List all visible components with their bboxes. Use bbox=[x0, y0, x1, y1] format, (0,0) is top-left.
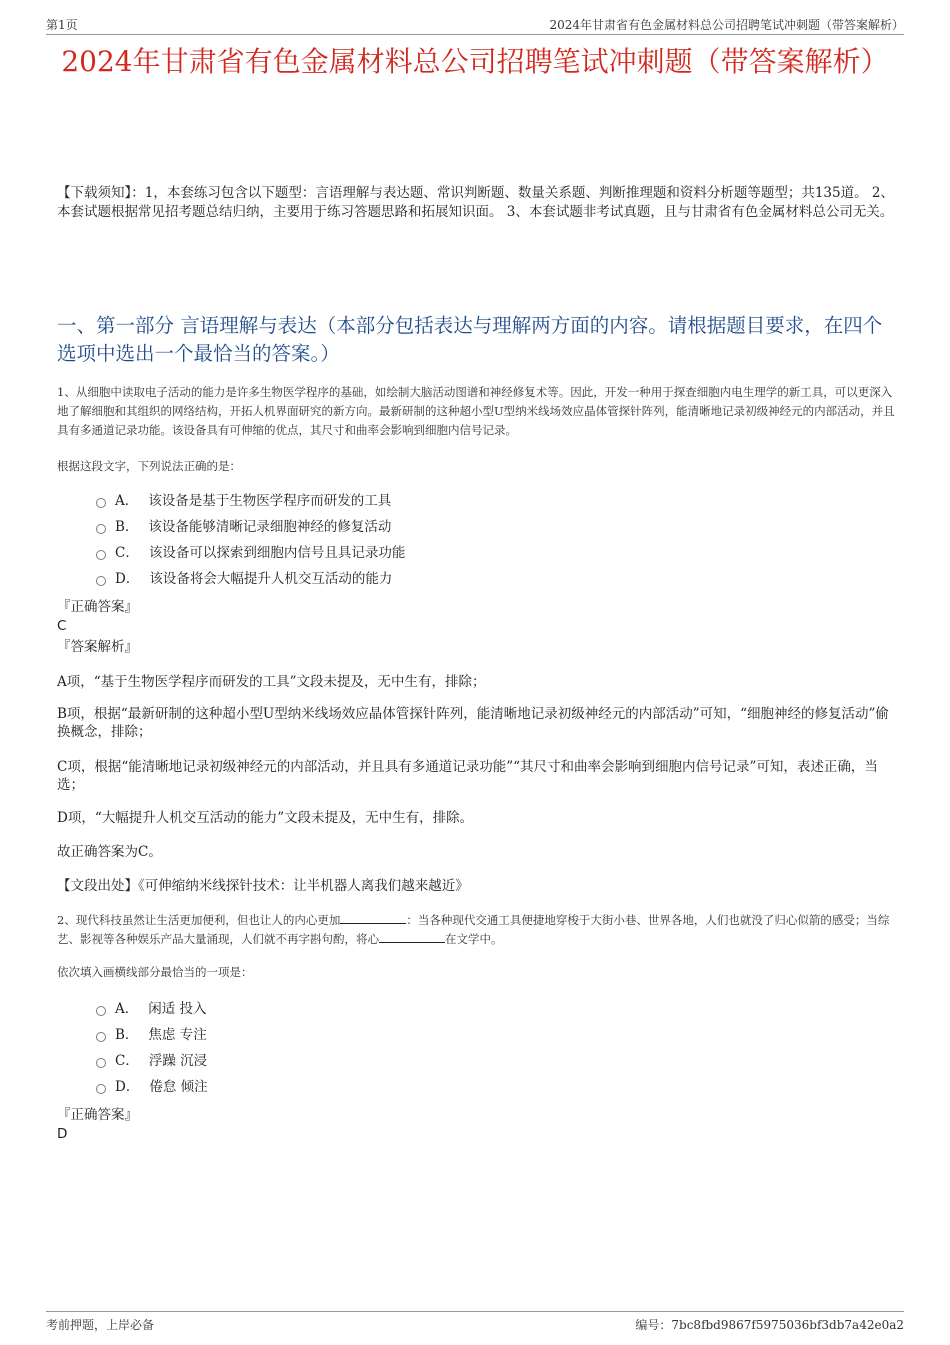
radio-icon[interactable] bbox=[96, 1032, 106, 1042]
radio-icon[interactable] bbox=[96, 1058, 106, 1068]
question-1-answer-label: 『正确答案』 bbox=[57, 599, 138, 615]
question-2-option-b[interactable] bbox=[96, 1022, 900, 1048]
header-doc-name: 2024年甘肃省有色金属材料总公司招聘笔试冲刺题（带答案解析） bbox=[549, 18, 904, 32]
radio-icon[interactable] bbox=[96, 524, 106, 534]
question-2-text bbox=[57, 911, 900, 949]
question-1-options bbox=[96, 488, 900, 592]
question-2-options bbox=[96, 996, 900, 1100]
question-2-answer-label: 『正确答案』 bbox=[57, 1107, 138, 1123]
option-key: C． bbox=[115, 1053, 139, 1069]
option-key: B． bbox=[115, 519, 139, 535]
question-2-text-part2: ：当各种现代交通工具便捷地穿梭于大街小巷、世界各地，人们也就没了归心似箭的感受；当综艺、影视等各种娱乐产品大量涌现，人们就不再字斟句酌，将心 bbox=[57, 913, 890, 946]
question-2-text-part3: 在文学中。 bbox=[445, 932, 503, 946]
option-key: A． bbox=[115, 1001, 139, 1017]
option-text: 该设备可以探索到细胞内信号且具记录功能 bbox=[148, 545, 406, 561]
analysis-line-c: C项，根据“能清晰地记录初级神经元的内部活动，并且具有多通道记录功能”“其尺寸和曲率会影响到细胞内信号记录”可知，表述正确，当选； bbox=[57, 759, 878, 793]
option-text: 该设备是基于生物医学程序而研发的工具 bbox=[148, 493, 392, 509]
option-key: A． bbox=[115, 493, 139, 509]
option-text: 浮躁 沉浸 bbox=[148, 1053, 208, 1069]
option-text: 闲适 投入 bbox=[148, 1001, 207, 1017]
question-2-option-d[interactable] bbox=[96, 1074, 900, 1100]
option-key: D． bbox=[115, 571, 140, 587]
question-1-answer: C bbox=[57, 618, 67, 634]
option-text: 焦虑 专注 bbox=[148, 1027, 207, 1043]
page-footer bbox=[46, 1311, 904, 1336]
question-1-analysis-label: 『答案解析』 bbox=[57, 639, 138, 655]
question-1-option-c[interactable] bbox=[96, 540, 900, 566]
footer-doc-id: 编号：7bc8fbd9867f5975036bf3db7a42e0a2 bbox=[635, 1318, 904, 1332]
option-key: D． bbox=[115, 1079, 140, 1095]
analysis-line-a: A项，“基于生物医学程序而研发的工具”文段未提及，无中生有，排除； bbox=[57, 674, 486, 690]
option-key: B． bbox=[115, 1027, 139, 1043]
fill-blank-2 bbox=[379, 930, 445, 943]
option-text: 该设备能够清晰记录细胞神经的修复活动 bbox=[148, 519, 392, 535]
question-2-answer: D bbox=[57, 1126, 68, 1142]
option-text: 倦怠 倾注 bbox=[149, 1079, 208, 1095]
download-notice: 【下载须知】：1，本套练习包含以下题型：言语理解与表达题、常识判断题、数量关系题、判断推理题和资料分析题等题型；共135道。 2、本套试题根据常见招考题总结归纳，主要用于练习答题思路和拓展知识面。 3、本套试题非考试真题，且与甘肃省有色金属材料总公司无关。 bbox=[57, 185, 894, 220]
section-heading: 一、第一部分 言语理解与表达（本部分包括表达与理解两方面的内容。请根据题目要求，在四个选项中选出一个最恰当的答案。） bbox=[57, 314, 883, 365]
document-title: 2024年甘肃省有色金属材料总公司招聘笔试冲刺题（带答案解析） bbox=[61, 45, 889, 78]
question-1-option-d[interactable] bbox=[96, 566, 900, 592]
footer-slogan: 考前押题，上岸必备 bbox=[46, 1318, 155, 1332]
question-1-prompt: 根据这段文字，下列说法正确的是： bbox=[57, 459, 241, 473]
question-1-option-b[interactable] bbox=[96, 514, 900, 540]
radio-icon[interactable] bbox=[96, 1006, 106, 1016]
page-number: 第1页 bbox=[46, 18, 78, 32]
question-2-text-part1: 2、现代科技虽然让生活更加便利，但也让人的内心更加 bbox=[57, 913, 341, 927]
option-key: C． bbox=[115, 545, 139, 561]
fill-blank-1 bbox=[340, 911, 406, 924]
analysis-line-b: B项，根据“最新研制的这种超小型U型纳米线场效应晶体管探针阵列，能清晰地记录初级神经元的内部活动”可知，“细胞神经的修复活动”偷换概念，排除； bbox=[57, 706, 889, 740]
question-2-option-a[interactable] bbox=[96, 996, 900, 1022]
question-2-prompt: 依次填入画横线部分最恰当的一项是： bbox=[57, 965, 253, 979]
radio-icon[interactable] bbox=[96, 498, 106, 508]
question-2-option-c[interactable] bbox=[96, 1048, 900, 1074]
analysis-conclusion: 故正确答案为C。 bbox=[57, 844, 162, 860]
question-1-text: 1、从细胞中读取电子活动的能力是许多生物医学程序的基础，如绘制大脑活动图谱和神经修复术等。因此，开发一种用于探查细胞内电生理学的新工具，可以更深入地了解细胞和其组织的网络结构，开拓人机界面研究的新方向。最新研制的这种超小型U型纳米线场效应晶体管探针阵列，能清晰地记录初级神经元的内部活动，并且具有多通道记录功能。该设备具有可伸缩的优点，其尺寸和曲率会影响到细胞内信号记录。 bbox=[57, 385, 895, 437]
option-text: 该设备将会大幅提升人机交互活动的能力 bbox=[149, 571, 393, 587]
radio-icon[interactable] bbox=[96, 550, 106, 560]
radio-icon[interactable] bbox=[96, 576, 106, 586]
question-1-option-a[interactable] bbox=[96, 488, 900, 514]
page-header bbox=[46, 12, 904, 35]
analysis-line-d: D项，“大幅提升人机交互活动的能力”文段未提及，无中生有，排除。 bbox=[57, 810, 474, 826]
question-1-source: 【文段出处】《可伸缩纳米线探针技术：让半机器人离我们越来越近》 bbox=[57, 878, 469, 894]
radio-icon[interactable] bbox=[96, 1084, 106, 1094]
